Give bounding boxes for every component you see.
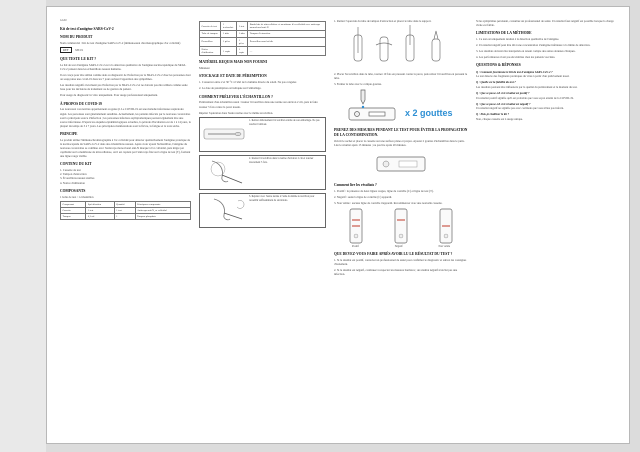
collect-text-2: Répéter l'opération dans l'autre narine avec le même écouvillon. <box>199 110 273 115</box>
table-row <box>61 214 191 220</box>
table-row <box>200 47 326 56</box>
table-cell: Écouvillon nasal stérile <box>248 37 326 46</box>
table-cell: 1 copie <box>221 47 237 56</box>
table-cell: Quantité <box>114 201 135 207</box>
header-code: GGZ0 <box>60 19 67 22</box>
table-cell: 1 tube <box>221 31 237 37</box>
list-item: 3. Écouvillons nasaux stériles <box>60 176 95 181</box>
step-box-2 <box>199 155 326 190</box>
qa-question-2: Q : Quelle est la fiabilité du test ? <box>476 80 516 85</box>
limits-text-1: 1. Ce test est uniquement destiné à la détection qualitative de l'antigène. <box>476 37 560 42</box>
interpret-negative: 2. Négatif : seule la ligne de contrôle (C) apparaît. <box>334 194 393 199</box>
procedure-text-1: 1. Retirer l'opercule du tube de tampon d'extraction et placer le tube dans le support. <box>334 19 432 23</box>
kit-title: Kit de test d'antigène SARS-CoV-2 <box>60 26 114 31</box>
about-paragraph: Les nouveaux coronavirus appartiennent au genre β. Le COVID-19 est une maladie infectieuse respiratoire aiguë. Les personnes sont généralement sensibles. Actuellement, les patients infectés par le nouveau coronavirus sont la principale source d'infection ; les personnes infectées asymptomatiques peuvent également être une source infectieuse. D'après les enquêtes épidémiologiques actuelles, la période d'incubation est de 1 à 14 jours, la plupart du temps de 3 à 7 jours. Les principales manifestations sont la fièvre, la fatigue et la toux sèche. <box>60 107 191 128</box>
qa-answer-3: Un résultat positif signifie qu'il est probable que vous soyez atteint de la COVID-19. <box>476 95 574 100</box>
result-cassettes <box>334 208 468 244</box>
document-page <box>46 6 630 444</box>
table-cell: Tampon <box>61 214 86 220</box>
nose-swab-illustration <box>202 157 246 187</box>
table-cell: Cassette de test <box>200 22 221 31</box>
qa-answer-1: Le test détecte des fragments protéiques du virus à partir d'un prélèvement nasal. <box>476 74 570 79</box>
table-cell: 1 copie <box>237 47 248 56</box>
table-row <box>200 22 326 31</box>
ref-label: REF <box>60 47 72 53</box>
qa-question-1: Q : Comment fonctionne le Kit de test d'antigène SARS-CoV-2 ? <box>476 69 553 74</box>
procedure-text-3: 3. Fermer le tube avec le compte-gouttes. <box>334 82 382 87</box>
drops-label: x 2 gouttes <box>405 108 453 119</box>
table-row <box>200 37 326 46</box>
result-labels <box>334 245 468 248</box>
components-table <box>60 201 191 221</box>
table-cell: Tube de tampon <box>200 31 221 37</box>
table-cell: 0,5 ml <box>86 214 114 220</box>
components-sub: 1 boîte de test / 1 échantillon <box>60 194 94 199</box>
procedure-text-2: 2. Placer l'écouvillon dans le tube, tourner 10 fois en pressant contre la paroi, puis retirer l'écouvillon en pressant le tube. <box>334 72 468 81</box>
step-box-1 <box>199 117 326 152</box>
table-cell: 1 <box>114 214 135 220</box>
table-cell: Notice d'utilisation <box>200 47 221 56</box>
what-paragraph-2: Il est conçu pour être utilisé comme aide au diagnostic de l'infection par le SRAS-CoV-2 chez les personnes dont on soupçonne une covid-19 dans les 7 jours suivant l'apparition des symptômes. <box>60 73 191 82</box>
table-cell: Composant <box>61 201 86 207</box>
table-cell: Tampon phosphate <box>135 214 190 220</box>
qa-answer-2: Les résultats peuvent être influencés par la qualité du prélèvement et le moment du test. <box>476 84 578 89</box>
qa-question-4: Q : Que se passe-t-il si le résultat est négatif ? <box>476 101 531 106</box>
what-heading: QUE TESTE LE KIT ? <box>60 57 97 61</box>
interpret-invalid: 3. Non valide : aucune ligne de contrôle n'apparaît. Recommencer avec une nouvelle cassette. <box>334 200 443 205</box>
limits-heading: LIMITATIONS DE LA MÉTHODE <box>476 31 532 36</box>
storage-text-2: 2. La date de péremption est indiquée sur l'emballage. <box>199 86 262 91</box>
qa-heading: QUESTIONS & RÉPONSES <box>476 63 521 68</box>
table-cell: 1 test <box>237 22 248 31</box>
step-box-3 <box>199 193 326 228</box>
limits-text-4: 4. Les performances n'ont pas été établies chez les patients vaccinés. <box>476 55 556 60</box>
about-heading: À PROPOS DU COVID-19 <box>60 101 102 106</box>
collect-text-1: Prélèvement d'un échantillon nasal : insérer l'écouvillon dans une narine sur environ 2 cm, puis le faire tourner 5 fois contre la paroi nasale. <box>199 100 318 109</box>
step-text-3: 3. Répéter avec l'autre narine à l'aide du même écouvillon pour recueillir suffisamment de sécrétions. <box>249 195 315 202</box>
limits-text-3: 3. Les résultats doivent être interprétés en tenant compte des autres données cliniques. <box>476 49 576 54</box>
interpret-heading: Comment lire les résultats ? <box>334 182 377 187</box>
after-text-2: 2. Si le résultat est négatif, continuez à respecter les mesures barrières ; un résultat négatif n'exclut pas une infection. <box>334 268 458 277</box>
step-text-2: 2. Insérer l'écouvillon dans la narine d'environ 2 cm et tourner doucement 5 fois. <box>249 157 314 164</box>
kit-table <box>199 21 326 56</box>
tube-procedure-illustration <box>346 25 456 69</box>
after-heading: QUE DEVEZ-VOUS FAIRE APRÈS AVOIR LU LE RÉSULTAT DU TEST ? <box>334 252 453 257</box>
product-name-text: Nom commercial : Kit de test d'antigène SARS-CoV-2 (immunoessai chromatographique d'or colloïdal) <box>60 40 181 45</box>
list-item: 2. Tampon d'extraction <box>60 172 87 177</box>
what-paragraph-1: Le Kit de test d'antigène SARS-CoV-2 est à la détection qualitative de l'antigène nucléocapsidique du SRAS-CoV-2 présent dans les échantillons nasaux humains. <box>60 62 187 71</box>
ref-value: MT-01 <box>75 48 84 52</box>
storage-heading: STOCKAGE ET DATE DE PÉREMPTION <box>199 74 267 79</box>
qa-answer-5: Non, chaque cassette est à usage unique. <box>476 116 523 121</box>
table-cell: Cassette <box>61 207 86 213</box>
cassette-illustration <box>371 149 431 179</box>
nose-swab-second-illustration <box>202 195 246 225</box>
result-label-negative: Négatif <box>394 245 403 249</box>
precautions-heading: PRENEZ DES MESURES PENDANT LE TEST POUR ÉVITER LA PROPAGATION DE LA CONTAMINATION. <box>334 128 468 137</box>
swab-package-illustration <box>202 119 246 149</box>
negative-cassette-icon <box>394 208 408 244</box>
materials-heading: MATÉRIEL REQUIS MAIS NON FOURNI <box>199 60 268 65</box>
table-cell: 1 test <box>86 207 114 213</box>
step-text-1: 1. Retirer délicatement l'écouvillon stérile de son emballage. Ne pas toucher l'embout. <box>249 119 320 126</box>
invalid-cassette-icon <box>439 208 453 244</box>
qa-question-3: Q : Que se passe-t-il si le résultat est positif ? <box>476 91 530 96</box>
collect-heading: COMMENT PRÉLEVER L'ÉCHANTILLON ? <box>199 94 273 99</box>
after-text-1: 1. Si le résultat est positif, contactez un professionnel de santé pour confirmer le diagnostic et suivez les consignes d'isolement. <box>334 257 467 267</box>
contents-list <box>60 168 191 184</box>
table-cell: Bandelette de nitrocellulose et membrane d'or colloïdal avec anticorps monoclonal anti-N <box>248 22 326 31</box>
table-cell: 1 test/sachet <box>221 22 237 31</box>
column-1 <box>60 19 191 439</box>
list-item: 1. Cassette de test <box>60 168 81 173</box>
table-cell: — <box>248 47 326 56</box>
positive-cassette-icon <box>349 208 363 244</box>
ref-row <box>60 47 191 53</box>
column-3 <box>334 19 468 439</box>
table-cell: Tampon d'extraction <box>248 31 326 37</box>
components-heading: COMPOSANTS <box>60 188 86 193</box>
qa-answer-4: Un résultat négatif ne signifie pas avec certitude que vous n'êtes pas infecté. <box>476 106 564 111</box>
table-cell: Anticorps anti-N, or colloïdal <box>135 207 190 213</box>
what-paragraph-3: Les résultats négatifs n'excluent pas l'infection par le SRAS-CoV-2 et ne doivent pas être utilisés comme seule base pour les décisions de traitement ou de gestion du patient. <box>60 83 188 92</box>
followup-text: Si les symptômes persistent, consultez un professionnel de santé. Un résultat faux négatif est possible lorsque la charge virale est faible. <box>476 19 614 28</box>
precautions-text: Ouvrir le sachet et placer la cassette sur une surface plane et propre. Ajouter 2 gouttes d'échantillon dans le puits. Lire le résultat après 15 minutes ; ne pas lire après 20 minutes. <box>334 138 465 147</box>
table-cell: 1 pièce <box>237 37 248 46</box>
interpret-positive: 1. Positif : la présence de deux lignes rouges, ligne de contrôle (C) et ligne de test (T). <box>334 188 434 193</box>
materials-text: Minuteur <box>199 66 210 71</box>
column-2 <box>199 19 326 439</box>
table-cell: Principaux composants <box>135 201 190 207</box>
principle-heading: PRINCIPE <box>60 131 78 136</box>
limits-text-2: 2. Un résultat négatif peut être dû à une concentration d'antigène inférieure à la limite de détection. <box>476 43 591 48</box>
contents-heading: CONTENU DU KIT <box>60 162 92 167</box>
column-4 <box>476 19 618 439</box>
product-name-heading: NOM DU PRODUIT <box>60 35 93 39</box>
qa-question-5: Q : Puis-je réutiliser le kit ? <box>476 112 510 117</box>
left-gutter <box>0 0 46 452</box>
result-label-invalid: Non valide <box>438 245 450 249</box>
principle-paragraph: Le produit utilise l'immunochromatographie à l'or colloïdal pour détecter qualitativement l'antigène protéique de la nucléocapside du SARS-CoV-2 dans des échantillons nasaux. Après avoir ajouté l'échantillon, l'antigène du nouveau coronavirus se combine avec l'anticorps monoclonal anti-N marqué à l'or colloïdal, puis migre par capillarité sur la membrane de nitrocellulose, où il est capturé par l'anticorps fixé sur la ligne de test (T), formant une ligne rouge visible. <box>60 137 191 159</box>
table-cell: 1 tube <box>237 31 248 37</box>
list-item: 4. Notice d'utilisation <box>60 180 85 185</box>
table-cell: Spécification <box>86 201 114 207</box>
what-paragraph-4: Pour usage de diagnostic in vitro uniquement. Pour usage professionnel uniquement. <box>60 93 158 98</box>
table-cell: 1 pièce <box>221 37 237 46</box>
drops-cassette-illustration <box>341 88 461 124</box>
result-label-positive: Positif <box>351 245 359 249</box>
table-cell: Écouvillon <box>200 37 221 46</box>
storage-text-1: 1. Conserver entre 2 et 30 °C à l'abri de la lumière directe du soleil. Ne pas congeler. <box>199 80 297 85</box>
table-cell: 1 test <box>114 207 135 213</box>
